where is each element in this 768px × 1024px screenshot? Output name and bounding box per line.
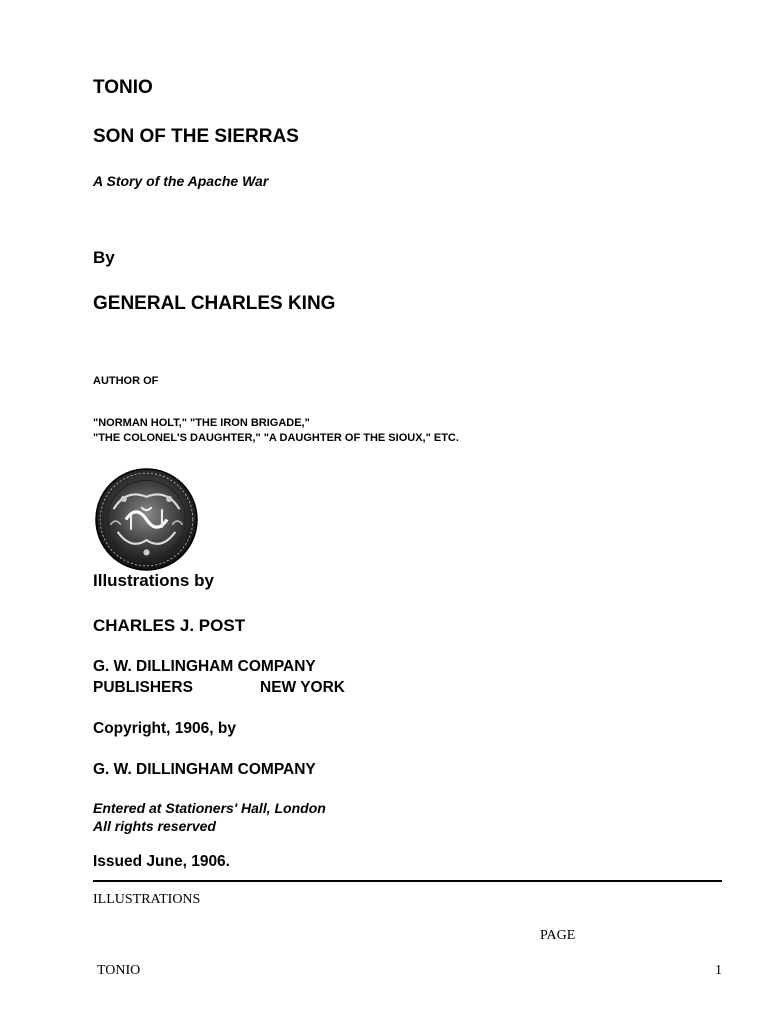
by-label: By [93,248,115,267]
rights-line-1: Entered at Stationers' Hall, London [93,800,326,816]
author-of-label: AUTHOR OF [93,375,159,387]
book-title: TONIO [93,77,153,98]
copyright-line: Copyright, 1906, by [93,720,236,737]
book-subtitle: SON OF THE SIERRAS [93,126,299,147]
publisher-role: PUBLISHERS [93,679,193,696]
illustrations-label: Illustrations by [93,571,214,590]
footer-title: TONIO [97,963,141,978]
other-works-line-1: "NORMAN HOLT," "THE IRON BRIGADE," [93,417,310,429]
page-number: 1 [715,963,722,978]
rights-line-2: All rights reserved [93,818,216,834]
other-works-line-2: "THE COLONEL'S DAUGHTER," "A DAUGHTER OF THE SIOUX," ETC. [93,432,459,444]
section-divider [93,880,722,882]
ornamental-seal-icon [95,468,198,571]
author-name: GENERAL CHARLES KING [93,293,336,314]
publisher-city: NEW YORK [260,679,345,696]
page-column-label: PAGE [540,928,576,943]
book-tagline: A Story of the Apache War [93,173,269,189]
illustrations-heading: ILLUSTRATIONS [93,892,201,907]
illustrator-name: CHARLES J. POST [93,616,246,635]
copyright-holder: G. W. DILLINGHAM COMPANY [93,761,316,778]
publisher-row [93,679,345,697]
publisher-name: G. W. DILLINGHAM COMPANY [93,658,316,675]
issued-date: Issued June, 1906. [93,853,230,870]
